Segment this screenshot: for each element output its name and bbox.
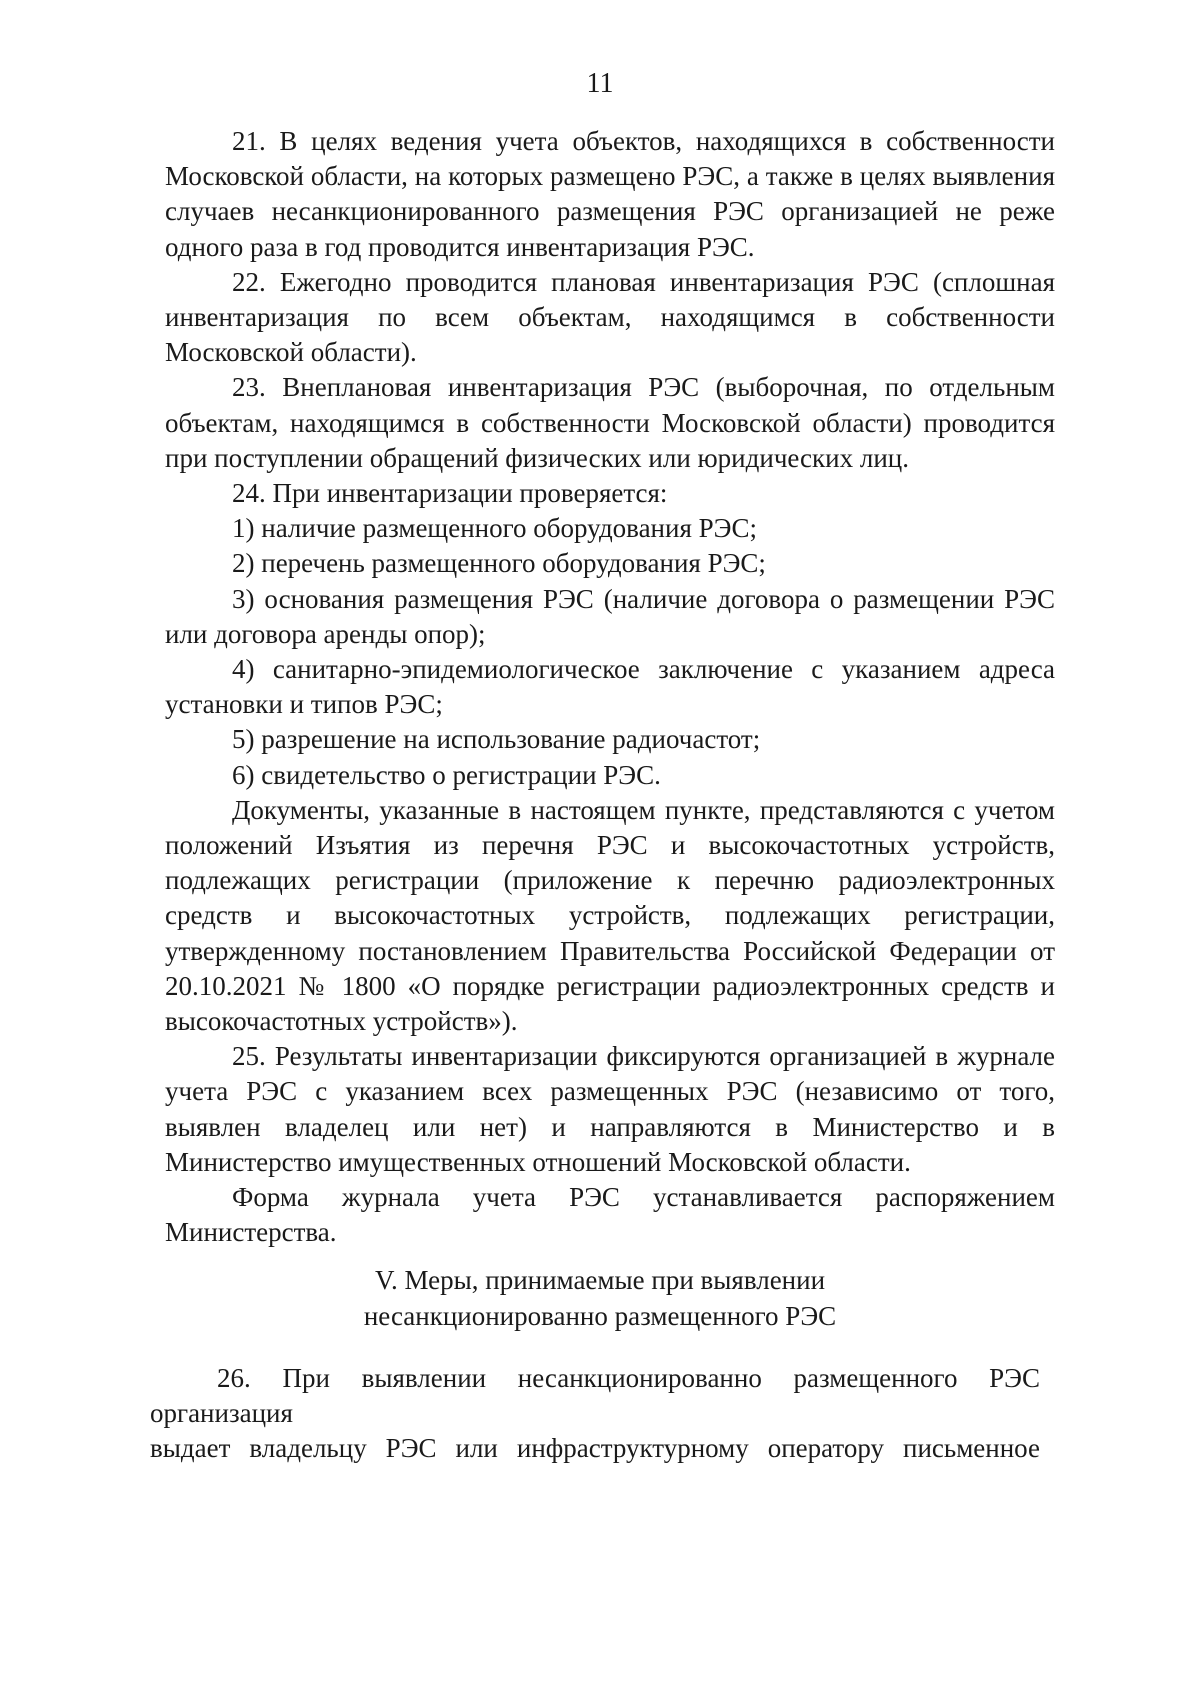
paragraph-25: 25. Результаты инвентаризации фиксируются организацией в журнале учета РЭС с указанием всех размещенных РЭС (независимо от того, выявлен владелец или нет) и направляются в Министерство и в Министерство имущественных отношений Московской области. [165, 1041, 1055, 1177]
section-heading [0, 1262, 1200, 1334]
paragraph-26-line-2: выдает владельцу РЭС или инфраструктурному оператору письменное [150, 1433, 1040, 1464]
paragraph-22: 22. Ежегодно проводится плановая инвентаризация РЭС (сплошная инвентаризация по всем объектам, находящимся в собственности Московской области). [165, 266, 1055, 368]
list-item-24-1: 1) наличие размещенного оборудования РЭС; [232, 513, 757, 544]
document-body [165, 124, 1055, 1251]
section-heading-line-2: несанкционированно размещенного РЭС [363, 1301, 837, 1331]
list-item-24-3: 3) основания размещения РЭС (наличие договора о размещении РЭС или договора аренды опор); [165, 583, 1055, 649]
paragraph-21: 21. В целях ведения учета объектов, находящихся в собственности Московской области, на которых размещено РЭС, а также в целях выявления случаев несанкционированного размещения РЭС организацией не реже одного раза в год проводится инвентаризация РЭС. [165, 126, 1055, 262]
list-item-24-5: 5) разрешение на использование радиочастот; [232, 724, 761, 755]
paragraph-24: 24. При инвентаризации проверяется: [232, 478, 668, 509]
paragraph-26 [150, 1361, 1040, 1467]
list-item-24-2: 2) перечень размещенного оборудования РЭС; [232, 548, 766, 579]
section-heading-line-1: V. Меры, принимаемые при выявлении [374, 1265, 826, 1295]
list-item-24-4: 4) санитарно-эпидемиологическое заключение с указанием адреса установки и типов РЭС; [165, 654, 1055, 720]
paragraph-25-form: Форма журнала учета РЭС устанавливается распоряжением Министерства. [165, 1182, 1055, 1248]
paragraph-24-documents: Документы, указанные в настоящем пункте, представляются с учетом положений Изъятия из перечня РЭС и высокочастотных устройств, подлежащих регистрации (приложение к перечню радиоэлектронных средств и высокочастотных устройств, подлежащих регистрации, утвержденному постановлением Правительства Российской Федерации от 20.10.2021 № 1800 «О порядке регистрации радиоэлектронных средств и высокочастотных устройств»). [165, 794, 1055, 1037]
paragraph-26-line-1: 26. При выявлении несанкционированно размещенного РЭС организация [150, 1363, 1040, 1429]
paragraph-23: 23. Внеплановая инвентаризация РЭС (выборочная, по отдельным объектам, находящимся в собственности Московской области) проводится при поступлении обращений физических или юридических лиц. [165, 372, 1055, 473]
list-item-24-6: 6) свидетельство о регистрации РЭС. [232, 759, 661, 790]
page-number: 11 [586, 68, 614, 99]
